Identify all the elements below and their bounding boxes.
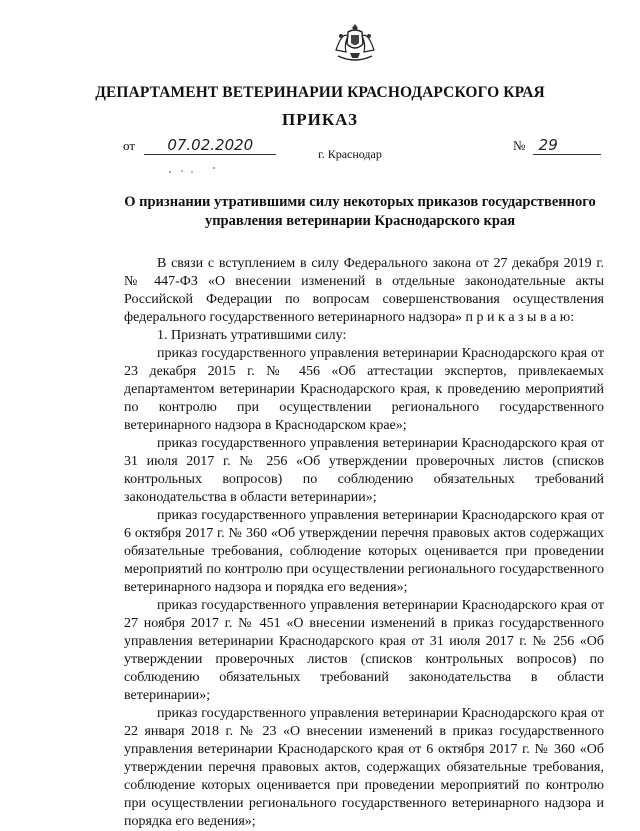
body-paragraph: приказ государственного управления ветеринарии Краснодарского края от 6 октября 2017 г. № 360 «Об утверждении перечня правовых актов содержащих обязательные требования, соблюдение которых оценивается при проведении мероприятий по контролю при осуществлении регионального государственного ветеринарного надзора и порядка его ведения»; bbox=[124, 508, 604, 595]
department-title: ДЕПАРТАМЕНТ ВЕТЕРИНАРИИ КРАСНОДАРСКОГО КРАЯ bbox=[95, 84, 545, 101]
order-body bbox=[124, 255, 604, 831]
body-paragraph: приказ государственного управления ветеринарии Краснодарского края от 22 января 2018 г. № 23 «О внесении изменений в приказ государственного управления ветеринарии Краснодарского края от 6 октября 2017 г. № 360 «Об утверждении перечня правовых актов, содержащих обязательные требования, соблюдение которых оценивается при проведении мероприятий по контролю при осуществлении регионального государственного ветеринарного надзора и порядка его ведения»; bbox=[124, 706, 604, 829]
order-subject: О признании утратившими силу некоторых приказов государственного управления ветеринарии Краснодарского края bbox=[124, 194, 596, 229]
document-type: ПРИКАЗ bbox=[282, 110, 358, 129]
coat-of-arms-icon bbox=[332, 22, 378, 64]
body-paragraph: приказ государственного управления ветеринарии Краснодарского края от 27 ноября 2017 г. № 451 «О внесении изменений в приказ государственного управления ветеринарии Краснодарского края от 31 июля 2017 г. № 256 «Об утверждении проверочных листов (списков контрольных вопросов) по соблюдению обязательных требований законодательства в области ветеринарии»; bbox=[124, 598, 604, 703]
city-label: г. Краснодар bbox=[318, 147, 382, 161]
from-label: от bbox=[123, 138, 136, 153]
handwritten-number: 29 bbox=[538, 136, 558, 154]
scan-specks bbox=[168, 166, 248, 176]
body-paragraph: приказ государственного управления ветеринарии Краснодарского края от 23 декабря 2015 г. № 456 «Об аттестации экспертов, привлекаемых департаментом ветеринарии Краснодарского края, к проведению мероприятий по контролю при осуществлении регионального государственного ветеринарного надзора в Краснодарском крае»; bbox=[124, 346, 604, 433]
body-paragraph: В связи с вступлением в силу Федерального закона от 27 декабря 2019 г. № 447-ФЗ «О внесении изменений в отдельные законодательные акты Российской Федерации по вопросам совершенствования осуществления федерального государственного ветеринарного надзора» п р и к а з ы в а ю: bbox=[124, 256, 604, 325]
number-label: № bbox=[513, 138, 526, 153]
handwritten-date: 07.02.2020 bbox=[167, 136, 254, 154]
body-paragraph: 1. Признать утратившими силу: bbox=[157, 328, 347, 343]
body-paragraph: приказ государственного управления ветеринарии Краснодарского края от 31 июля 2017 г. № 256 «Об утверждении проверочных листов (списков контрольных вопросов) по соблюдению обязательных требований законодательства в области ветеринарии»; bbox=[124, 436, 604, 505]
